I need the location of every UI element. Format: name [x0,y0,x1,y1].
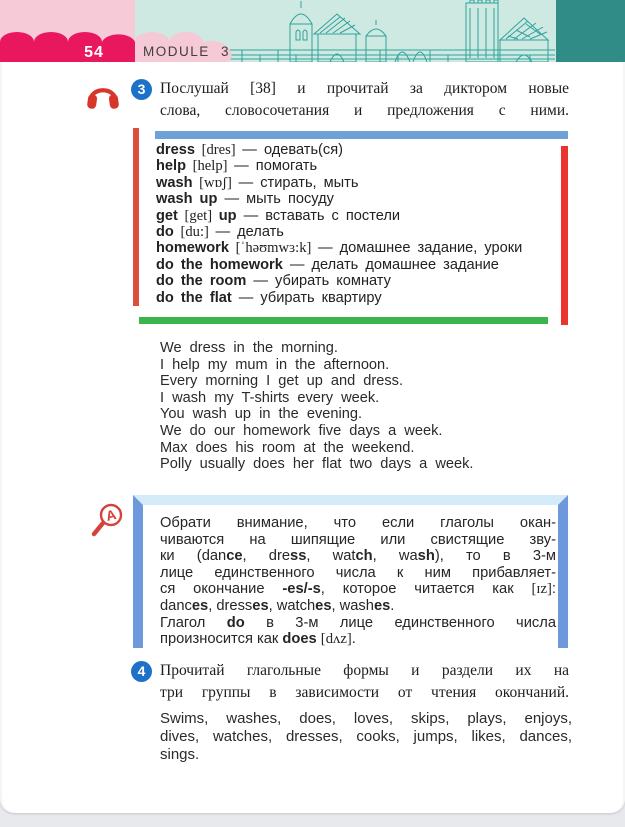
text-line: Every morning I get up and dress. [160,373,404,390]
vocab-frame-bottom-bar [139,317,548,324]
vocab-frame-top-bar [155,131,568,139]
text-line: I help my mum in the afternoon. [160,356,390,373]
text-line: слова, словосочетания и предложения с ними. [160,101,569,119]
text-line: homework [ˈhəʊmwɜ:k] — домашнее задание, уроки [156,240,523,257]
text-line: help [help] — помогать [156,158,318,175]
page-number: 54 [84,44,104,61]
text-line: wash up — мыть посуду [156,191,334,208]
magnifier-a-icon [86,500,130,546]
header-teal-block [556,0,625,62]
text-line: dives, watches, dresses, cooks, jumps, likes, dances, [160,727,572,745]
text-line: произносится как does [dʌz]. [160,631,356,648]
text-line: Max does his room at the weekend. [160,439,415,456]
text-line: три группы в зависимости от чтения окончаний. [160,683,569,701]
module-title: MODULE 3 [143,44,231,59]
text-line: I wash my T-shirts every week. [160,389,380,406]
text-line: чиваются на шипящие или свистящие зву- [160,531,556,548]
example-sentences [160,340,574,473]
header-banner [0,0,260,62]
svg-text:A: A [104,506,118,524]
cityscape-illustration [230,0,560,62]
verb-forms-list [160,710,572,763]
text-line: We do our homework five days a week. [160,422,443,439]
text-line: wash [wɒʃ] — стирать, мыть [156,174,359,191]
text-line: You wash up in the evening. [160,406,363,423]
page-header [0,0,625,62]
exercise-3-badge: 3 [131,79,152,100]
text-line: dress [dres] — одевать(ся) [156,142,343,158]
text-line: ся окончание -es/-s, которое читается как [ɪz]: [160,581,556,598]
vocab-frame-right-bar [561,146,568,325]
text-line: sings. [160,745,200,763]
text-line: do [du:] — делать [156,224,284,241]
text-line: do the homework — делать домашнее задание [156,256,499,273]
text-line: do the flat — убирать квартиру [156,289,382,306]
text-line: get [get] up — вставать с постели [156,207,401,224]
page-number-ribbon [0,32,135,62]
text-line: Прочитай глагольные формы и раздели их на [160,662,569,679]
text-line: Swims, washes, does, loves, skips, plays, enjoys, [160,710,572,727]
vocabulary-list [156,142,558,306]
exercise-4-instruction [160,660,569,703]
grammar-note-text [160,515,556,648]
text-line: Polly usually does her flat two days a week. [160,456,474,473]
text-line: dances, dresses, watches, washes. [160,597,395,614]
text-line: Послушай [38] и прочитай за диктором новые [160,80,569,97]
text-line: ки (dance, dress, watch, wash), то в 3-м [160,548,556,565]
headphones-icon [85,77,121,113]
text-line: лице единственного числа к ним прибавляет- [160,564,556,581]
exercise-3-instruction [160,78,569,121]
text-line: Обрати внимание, что если глаголы окан- [160,515,556,531]
text-line: Глагол do в 3-м лице единственного числа [160,614,556,631]
text-line: We dress in the morning. [160,340,338,356]
vocab-frame-left-bar [133,128,139,306]
exercise-4-badge: 4 [131,661,152,682]
text-line: do the room — убирать комнату [156,273,391,290]
